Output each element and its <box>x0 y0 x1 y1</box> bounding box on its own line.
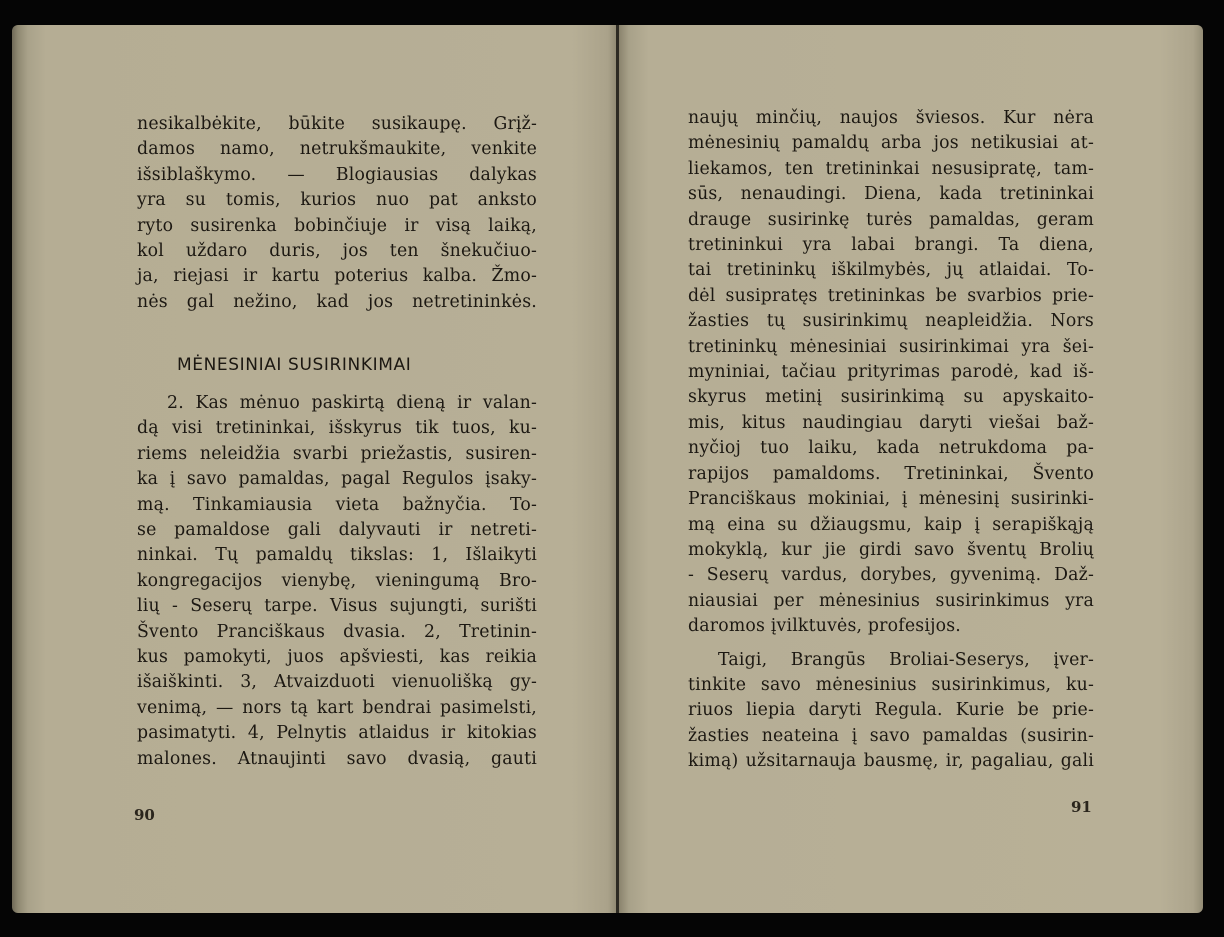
text-line: nyčioj tuo laiku, kada netrukdoma pa- <box>688 438 1094 459</box>
text-line: kol uždaro duris, jos ten šnekučiuo- <box>137 241 537 262</box>
text-line: yra su tomis, kurios nuo pat anksto <box>137 190 537 211</box>
left-paragraph-2 <box>137 391 537 772</box>
text-line: malones. Atnaujinti savo dvasią, gauti <box>137 748 537 769</box>
text-line: mą eina su džiaugsmu, kaip į serapiškąją <box>688 514 1094 535</box>
text-line: - Seserų vardus, dorybes, gyvenimą. Daž- <box>688 565 1094 586</box>
text-line: mą. Tinkamiausia vieta bažnyčia. To- <box>137 494 537 515</box>
text-line: daromos įvilktuvės, profesijos. <box>688 616 961 637</box>
text-line: damos namo, netrukšmaukite, venkite <box>137 139 537 160</box>
text-line: Taigi, Brangūs Broliai-Seserys, įver- <box>718 649 1094 670</box>
text-line: dėl susipratęs tretininkas be svarbios prie- <box>688 285 1094 306</box>
text-line: Švento Pranciškaus dvasia. 2, Tretinin- <box>137 621 537 642</box>
text-line: rapijos pamaldoms. Tretininkai, Švento <box>688 463 1094 484</box>
text-line: išsiblaškymo. — Blogiausias dalykas <box>137 164 537 185</box>
text-line: tinkite savo mėnesinius susirinkimus, ku- <box>688 674 1094 695</box>
text-line: 2. Kas mėnuo paskirtą dieną ir valan- <box>167 393 537 413</box>
text-line: mokyklą, kur jie girdi savo šventų Brolių <box>688 539 1094 560</box>
text-line: skyrus metinį susirinkimą su apyskaito- <box>688 387 1094 408</box>
book-spread <box>12 25 1202 915</box>
section-heading: MĖNESINIAI SUSIRINKIMAI <box>177 355 412 375</box>
text-line: mėnesinių pamaldų arba jos netikusiai at- <box>688 133 1094 154</box>
right-paragraph-1 <box>688 106 1094 775</box>
text-line: mis, kitus naudingiau daryti viešai baž- <box>688 412 1094 433</box>
text-line: liekamos, ten tretininkai nesusipratę, tam- <box>688 158 1094 179</box>
text-line: nesikalbėkite, būkite susikaupę. Grįž- <box>137 114 537 134</box>
text-line: ninkai. Tų pamaldų tikslas: 1, Išlaikyti <box>137 545 537 566</box>
text-line: žasties tų susirinkimų neapleidžia. Nors <box>688 311 1094 332</box>
text-line: išaiškinti. 3, Atvaizduoti vienuolišką gy- <box>137 672 537 693</box>
text-line: pasimatyti. 4, Pelnytis atlaidus ir kitokias <box>137 723 537 744</box>
text-line: nės gal nežino, kad jos netretininkės. <box>137 291 537 312</box>
text-line: venimą, — nors tą kart bendrai pasimelsti, <box>137 697 537 718</box>
text-line: tretininkui yra labai brangi. Ta diena, <box>688 235 1094 256</box>
text-line: riems neleidžia svarbi priežastis, susiren- <box>137 443 537 464</box>
text-line: ja, riejasi ir kartu poterius kalba. Žmo- <box>137 266 537 287</box>
text-line: lių - Seserų tarpe. Visus sujungti, surišti <box>137 596 537 617</box>
text-line: riuos liepia daryti Regula. Kurie be prie- <box>688 700 1094 721</box>
text-line: ryto susirenka bobinčiuje ir visą laiką, <box>137 215 537 236</box>
text-line: dą visi tretininkai, išskyrus tik tuos, ku- <box>137 418 537 439</box>
text-line: kongregacijos vienybę, vieningumą Bro- <box>137 570 537 591</box>
text-line: ka į savo pamaldas, pagal Regulos įsaky- <box>137 469 537 490</box>
text-line: drauge susirinkę turės pamaldas, geram <box>688 209 1094 230</box>
text-line: myniniai, tačiau prityrimas parodė, kad iš- <box>688 362 1094 383</box>
text-line: se pamaldose gali dalyvauti ir netreti- <box>137 520 537 541</box>
text-line: niausiai per mėnesinius susirinkimus yra <box>688 590 1094 611</box>
text-line: tretininkų mėnesiniai susirinkimai yra šei- <box>688 336 1094 357</box>
text-line: sūs, nenaudingi. Diena, kada tretininkai <box>688 184 1094 205</box>
text-line: Pranciškaus mokiniai, į mėnesinį susirinki- <box>688 489 1094 510</box>
text-line: tai tretininkų iškilmybės, jų atlaidai. To- <box>688 260 1094 281</box>
text-line: kus pamokyti, juos apšviesti, kas reikia <box>137 647 537 668</box>
right-page <box>619 25 1203 913</box>
text-line: žasties neateina į savo pamaldas (susirin- <box>688 725 1094 746</box>
page-number: 91 <box>1071 798 1092 816</box>
page-number: 90 <box>134 806 155 824</box>
text-line: kimą) užsitarnauja bausmę, ir, pagaliau, gali <box>688 751 1094 772</box>
left-page <box>12 25 618 913</box>
left-paragraph-1 <box>137 112 537 315</box>
text-line: naujų minčių, naujos šviesos. Kur nėra <box>688 108 1094 128</box>
